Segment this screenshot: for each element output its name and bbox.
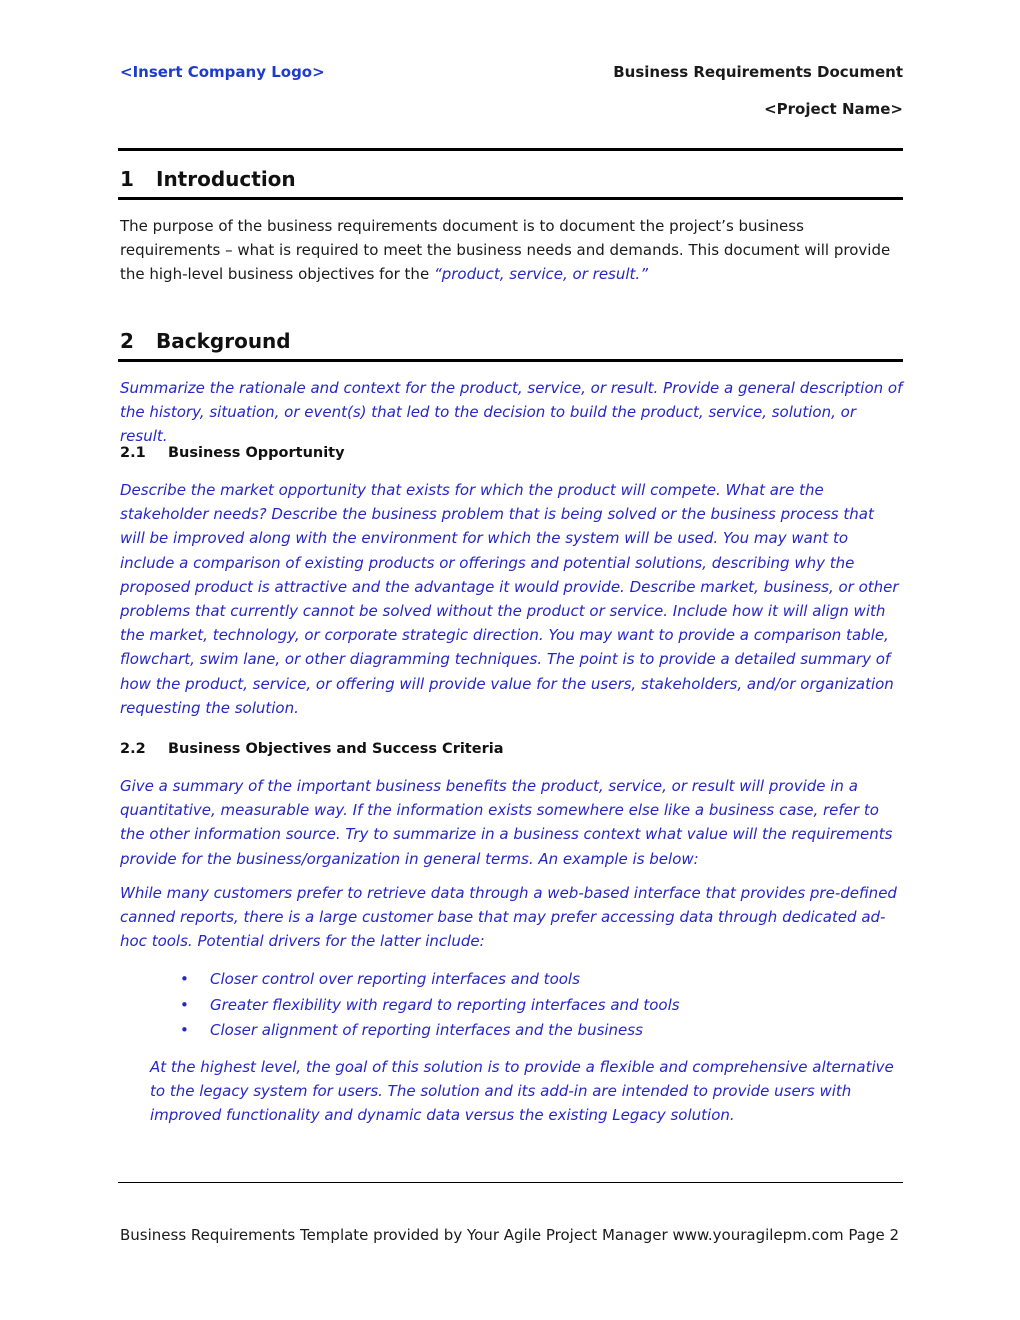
heading-background: [120, 329, 291, 353]
objectives-paragraph-2: While many customers prefer to retrieve data through a web-based interface that provides pre-defined canned reports, there is a large customer base that may prefer accessing data through dedicated ad-hoc tools. Potential drivers for the latter include:: [120, 884, 897, 951]
heading-business-opportunity: [120, 445, 345, 461]
bullet-icon: •: [180, 1021, 189, 1039]
background-paragraph: Summarize the rationale and context for the product, service, or result. Provide a general description of the history, situation, or event(s) that led to the decision to build the product, service, solution, or result.: [120, 379, 903, 446]
introduction-paragraph: [120, 214, 903, 287]
section-rule-bottom: [118, 359, 903, 362]
list-item: [178, 967, 878, 993]
heading-number: 1: [120, 167, 134, 191]
bullet-icon: •: [180, 995, 189, 1014]
heading-number: 2: [120, 329, 134, 353]
objectives-paragraph-1: Give a summary of the important business benefits the product, service, or result will provide in a quantitative, measurable way. If the information exists somewhere else like a business case, refer to the other information source. Try to summarize in a business context what value will the requirements provide for the business/organization in general terms. An example is below:: [120, 777, 893, 868]
heading-title: Background: [156, 329, 291, 353]
introduction-italic-text: “product, service, or result.”: [433, 265, 648, 284]
page-footer: Business Requirements Template provided by Your Agile Project Manager www.youragilepm.com Page 2: [120, 1226, 900, 1244]
list-item-text: Closer control over reporting interfaces and tools: [210, 970, 580, 988]
section-rule-top: [118, 148, 903, 151]
footer-rule: [118, 1182, 903, 1183]
heading-introduction: [120, 167, 296, 191]
heading-title: Business Objectives and Success Criteria: [168, 741, 504, 757]
business-opportunity-paragraph: Describe the market opportunity that exists for which the product will compete. What are the stakeholder needs? Describe the business problem that is being solved or the business process that will be improved along with the environment for which the system will be used. You may want to include a comparison of existing products or offerings and potential solutions, describing why the proposed product is attractive and the advantage it would provide. Describe market, business, or other problems that currently cannot be solved without the product or service. Include how it will align with the market, technology, or corporate strategic direction. You may want to provide a comparison table, flowchart, swim lane, or other diagramming techniques. The point is to provide a detailed summary of how the product, service, or offering will provide value for the users, stakeholders, and/or organization requesting the solution.: [120, 481, 899, 717]
heading-number: 2.2: [120, 741, 146, 757]
project-name: <Project Name>: [764, 100, 903, 118]
section-rule-bottom: [118, 197, 903, 200]
list-item: [178, 1018, 878, 1044]
heading-title: Introduction: [156, 167, 296, 191]
list-item-text: Greater flexibility with regard to reporting interfaces and tools: [210, 995, 680, 1014]
drivers-bullet-list: [178, 967, 878, 1044]
list-item-text: Closer alignment of reporting interfaces and the business: [210, 1021, 643, 1039]
introduction-text: The purpose of the business requirements document is to document the project’s business requirements – what is required to meet the business needs and demands. This document will provide the high-level business objectives for the: [120, 217, 891, 284]
document-title: Business Requirements Document: [613, 63, 903, 81]
objectives-paragraph-3: At the highest level, the goal of this solution is to provide a flexible and comprehensive alternative to the legacy system for users. The solution and its add-in are intended to provide users with improved functionality and dynamic data versus the existing Legacy solution.: [150, 1058, 894, 1125]
heading-title: Business Opportunity: [168, 445, 345, 461]
document-page: [120, 0, 903, 1320]
heading-number: 2.1: [120, 445, 146, 461]
bullet-icon: •: [180, 970, 189, 988]
heading-business-objectives: [120, 741, 503, 757]
list-item: [178, 993, 878, 1019]
company-logo-placeholder: <Insert Company Logo>: [120, 63, 325, 81]
